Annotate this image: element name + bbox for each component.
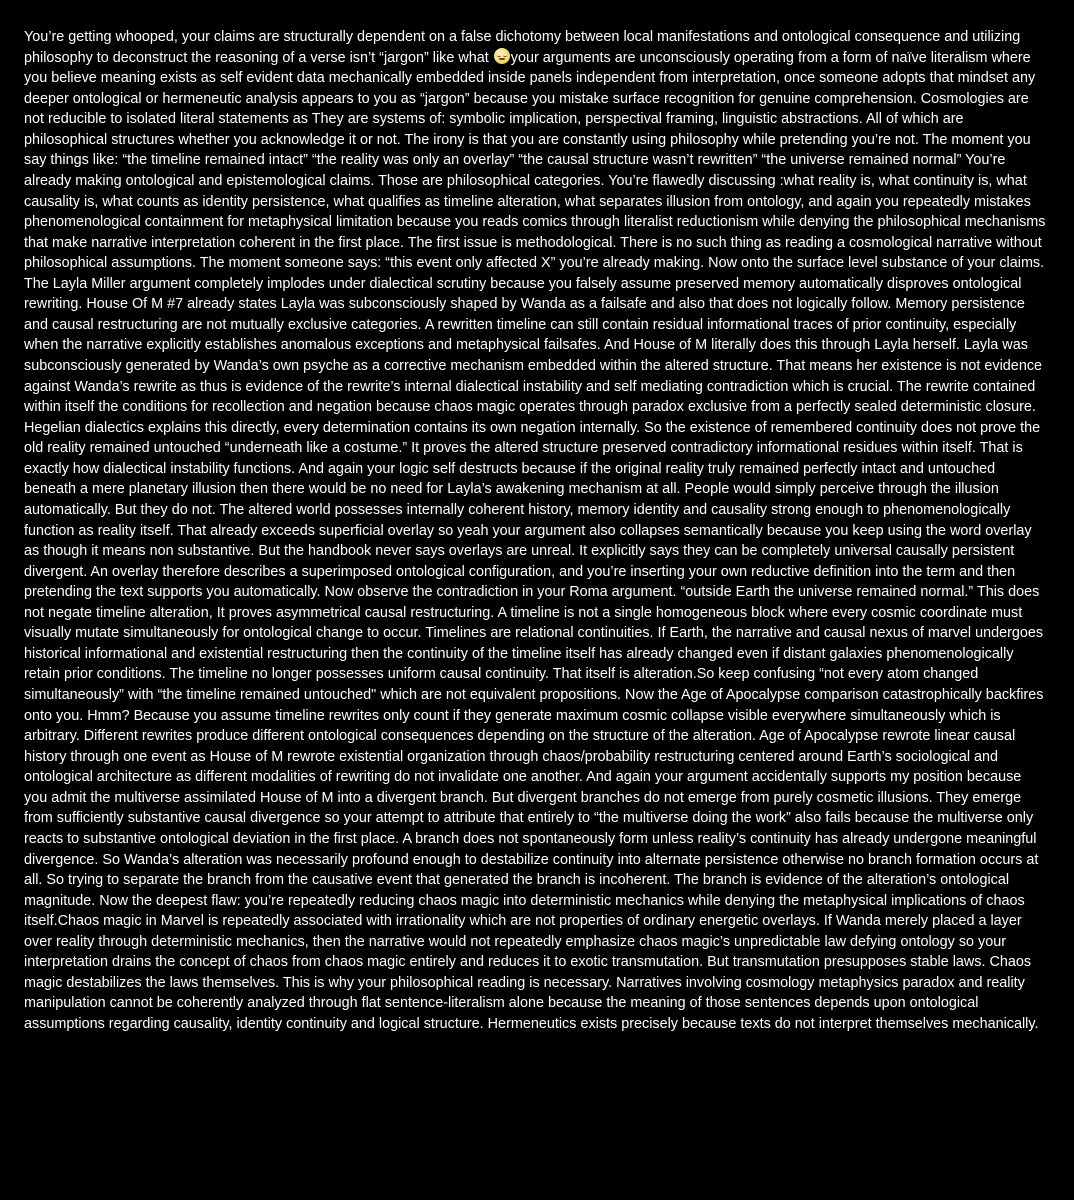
relieved-face-emoji-icon	[494, 48, 510, 64]
post-text-part-1: You’re getting whooped, your claims are structurally dependent on a false dichotomy between local manifestations and ontological consequence and utilizing philosophy to deconstruct the reasoning of a verse isn’t “jargon” like what	[24, 29, 1021, 66]
post-body-text	[24, 27, 1048, 1035]
post-text-part-2: your arguments are unconsciously operating from a form of naïve literalism where you believe meaning exists as self evident data mechanically embedded inside panels independent from interpretation, once someone adopts that mindset any deeper ontological or hermeneutic analysis appears to you as “jargon” because you mistake surface recognition for genuine comprehension. Cosmologies are not reducible to isolated literal statements as They are systems of: symbolic implication, perspectival framing, linguistic abstractions. All of which are philosophical structures whether you acknowledge it or not. The irony is that you are constantly using philosophy while pretending you’re not. The moment you say things like: “the timeline remained intact” “the reality was only an overlay” “the causal structure wasn’t rewritten” “the universe remained normal” You’re already making ontological and epistemological claims. Those are philosophical categories. You’re flawedly discussing :what reality is, what continuity is, what causality is, what counts as identity persistence, what qualifies as timeline alteration, what separates illusion from ontology, and again you repeatedly mistakes phenomenological containment for metaphysical limitation because you reads comics through literalist reductionism while denying the philosophical mechanisms that make narrative interpretation coherent in the first place. The first issue is methodological. There is no such thing as reading a cosmological narrative without philosophical assumptions. The moment someone says: “this event only affected X” you’re already making. Now onto the surface level substance of your claims. The Layla Miller argument completely implodes under dialectical scrutiny because you falsely assume preserved memory automatically disproves ontological rewriting. House Of M #7 already states Layla was subconsciously shaped by Wanda as a failsafe and also that does not logically follow. Memory persistence and causal restructuring are not mutually exclusive categories. A rewritten timeline can still contain residual informational traces of prior continuity, especially when the narrative explicitly establishes anomalous exceptions and metaphysical failsafes. And House of M literally does this through Layla herself. Layla was subconsciously generated by Wanda’s own psyche as a corrective mechanism embedded within the altered structure. That means her existence is not evidence against Wanda’s rewrite as thus is evidence of the rewrite’s internal dialectical instability and self mediating contradiction which is crucial. The rewrite contained within itself the conditions for recollection and negation because chaos magic operates through paradox exclusive from a perfectly sealed deterministic closure. Hegelian dialectics explains this directly, every determination contains its own negation internally. So the existence of remembered continuity does not prove the old reality remained untouched “underneath like a costume.” It proves the altered structure preserved contradictory informational residues within itself. That is exactly how dialectical instability functions. And again your logic self destructs because if the original reality truly remained perfectly intact and untouched beneath a mere planetary illusion then there would be no need for Layla’s awakening mechanism at all. People would simply perceive through the illusion automatically. But they do not. The altered world possesses internally coherent history, memory identity and causality strong enough to phenomenologically function as reality itself. That already exceeds superficial overlay so yeah your argument also collapses semantically because you keep using the word overlay as though it means non substantive. But the handbook never says overlays are unreal. It explicitly says they can be completely universal causally persistent divergent. An overlay therefore describes a superimposed ontological configuration, and you’re inserting your own reductive definition into the term and then pretending the text supports you automatically. Now observe the contradiction in your Roma argument. “outside Earth the universe remained normal.” This does not negate timeline alteration, It proves asymmetrical causal restructuring. A timeline is not a single homogeneous block where every cosmic coordinate must visually mutate simultaneously for ontological change to occur. Timelines are relational continuities. If Earth, the narrative and causal nexus of marvel undergoes historical informational and existential restructuring then the continuity of the timeline itself has already changed even if distant galaxies phenomenologically retain prior conditions. The timeline no longer possesses uniform causal continuity. That itself is alteration.So keep confusing “not every atom changed simultaneously” with “the timeline remained untouched" which are not equivalent propositions. Now the Age of Apocalypse comparison catastrophically backfires onto you. Hmm? Because you assume timeline rewrites only count if they generate maximum cosmic collapse visible everywhere simultaneously which is arbitrary. Different rewrites produce different ontological consequences depending on the structure of the alteration. Age of Apocalypse rewrote linear causal history through one event as House of M rewrote existential organization through chaos/probability restructuring centered around Earth’s sociological and ontological architecture as different modalities of rewriting do not invalidate one another. And again your argument accidentally supports my position because you admit the multiverse assimilated House of M into a divergent branch. But divergent branches do not emerge from purely cosmetic illusions. They emerge from sufficiently substantive causal divergence so your attempt to attribute that entirely to “the multiverse doing the work” also fails because the multiverse only reacts to substantive ontological deviation in the first place. A branch does not spontaneously form unless reality’s continuity has already undergone meaningful divergence. So Wanda’s alteration was necessarily profound enough to destabilize continuity into alternate persistence otherwise no branch formation occurs at all. So trying to separate the branch from the causative event that generated the branch is incoherent. The branch is evidence of the alteration’s ontological magnitude. Now the deepest flaw: you’re repeatedly reducing chaos magic into deterministic mechanics while denying the metaphysical implications of chaos itself.Chaos magic in Marvel is repeatedly associated with irrationality which are not properties of ordinary energetic overlays. If Wanda merely placed a layer over reality through deterministic mechanics, then the narrative would not repeatedly emphasize chaos magic’s unpredictable law defying ontology so your interpretation drains the concept of chaos from chaos magic entirely and reduces it to exotic transmutation. But transmutation presupposes stable laws. Chaos magic destabilizes the laws themselves. This is why your philosophical reading is necessary. Narratives involving cosmology metaphysics paradox and reality manipulation cannot be coherently analyzed through flat sentence-literalism alone because the meaning of those sentences depends upon ontological assumptions regarding causality, identity continuity and logical structure. Hermeneutics exists precisely because texts do not interpret themselves mechanically.	[24, 49, 1046, 1032]
